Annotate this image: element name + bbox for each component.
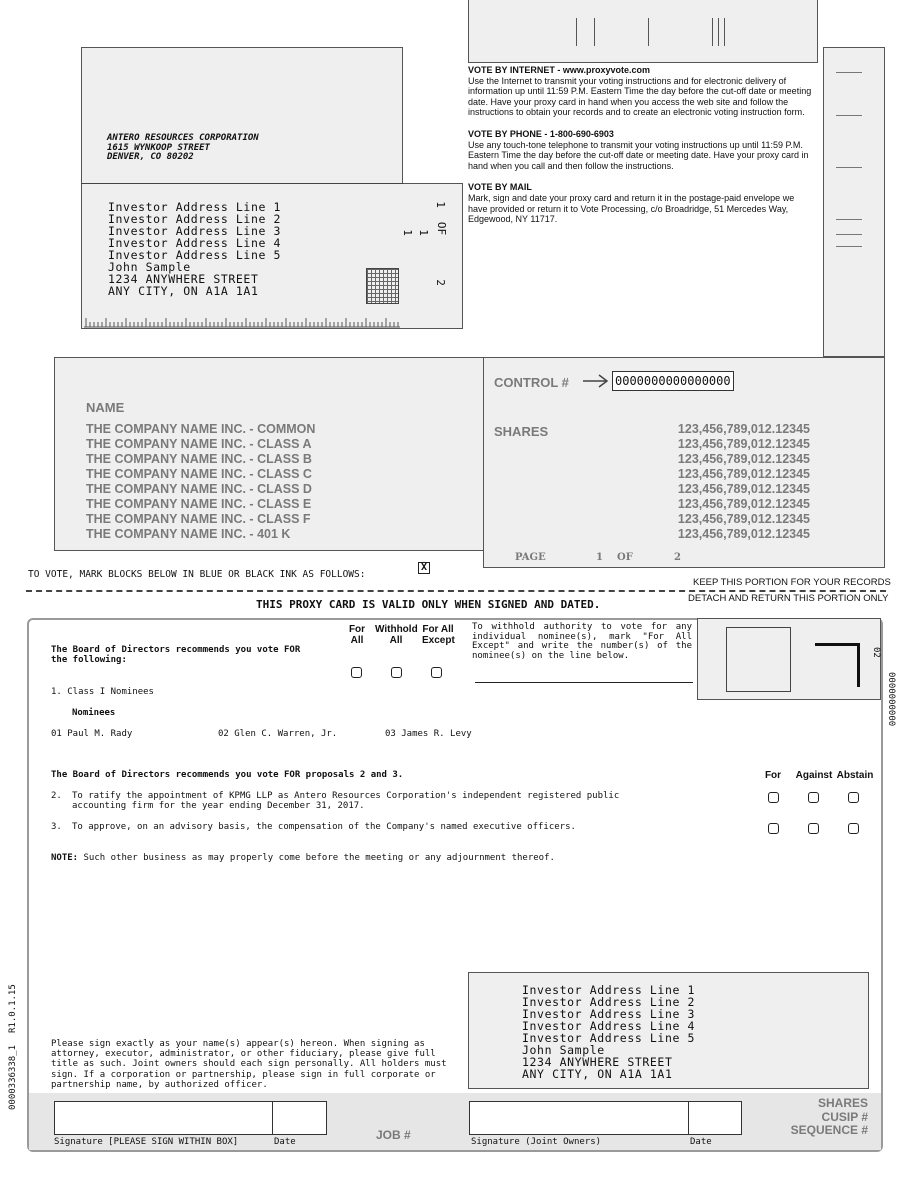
holdings-names — [86, 422, 315, 542]
shares-values — [614, 422, 810, 542]
datamatrix-barcode — [366, 268, 399, 304]
vote-internet-text: Use the Internet to transmit your voting instructions and for electronic delivery of information up until 11:59 P.M. Eastern Time the day before the cut-off date or meeting date. Have your proxy card in hand when you access the web site and follow the instructions to obtain your records and to create an electronic voting instruction form. — [468, 75, 812, 118]
address-line: John Sample — [108, 260, 191, 274]
item-3-abstain-checkbox[interactable] — [848, 823, 859, 834]
holding-name: THE COMPANY NAME INC. - CLASS C — [86, 467, 312, 481]
holding-name: THE COMPANY NAME INC. - CLASS B — [86, 452, 312, 466]
item-2-number: 2. — [51, 791, 62, 801]
share-amount: 123,456,789,012.12345 — [677, 422, 810, 436]
postal-bar — [648, 18, 649, 46]
item-2-text: To ratify the appointment of KPMG LLP as Antero Resources Corporation's independent registered public accounting firm for the year ending December 31, 2017. — [72, 791, 620, 811]
margin-tick — [836, 234, 862, 235]
col-for-all: For All — [348, 624, 366, 646]
holding-name: THE COMPANY NAME INC. - 401 K — [86, 527, 291, 541]
share-amount: 123,456,789,012.12345 — [677, 452, 810, 466]
x-mark-example: X — [418, 562, 430, 574]
address-line: Investor Address Line 1 — [108, 200, 282, 214]
share-amount: 123,456,789,012.12345 — [677, 512, 810, 526]
holding-name: THE COMPANY NAME INC. - CLASS D — [86, 482, 312, 496]
sender-address — [107, 134, 259, 163]
withhold-all-checkbox[interactable] — [391, 667, 402, 678]
page-total: 2 — [674, 552, 681, 563]
address-line: Investor Address Line 5 — [108, 248, 282, 262]
address-line: Investor Address Line 4 — [108, 236, 282, 250]
page-side-one-b: 1 — [416, 229, 430, 236]
sequence-label: SEQUENCE # — [790, 1123, 868, 1137]
note-body: Such other business as may properly come before the meeting or any adjournment thereof. — [83, 853, 555, 863]
page-side-one: 1 — [433, 201, 447, 208]
side-code-a: 02 — [871, 647, 881, 658]
joint-date-box[interactable] — [688, 1101, 742, 1135]
signature-label: Signature [PLEASE SIGN WITHIN BOX] — [54, 1137, 239, 1147]
address-line: Investor Address Line 2 — [522, 995, 696, 1009]
margin-tick — [836, 246, 862, 247]
address-line: Investor Address Line 3 — [108, 224, 282, 238]
nominee-write-in-line[interactable] — [475, 682, 693, 683]
item-2-abstain-checkbox[interactable] — [848, 792, 859, 803]
date-label: Date — [274, 1137, 296, 1147]
vote-phone-title: VOTE BY PHONE - 1-800-690-6903 — [468, 128, 614, 139]
vote-internet-title: VOTE BY INTERNET - www.proxyvote.com — [468, 65, 651, 75]
address-line: Investor Address Line 4 — [522, 1019, 696, 1033]
margin-tick — [836, 167, 862, 168]
valid-notice: THIS PROXY CARD IS VALID ONLY WHEN SIGNED AND DATED. — [256, 598, 601, 611]
date-box[interactable] — [272, 1101, 327, 1135]
margin-tick — [836, 219, 862, 220]
page-side-one-c: 1 — [400, 229, 414, 236]
vote-mail-title: VOTE BY MAIL — [468, 182, 532, 193]
board-recommendation-2: The Board of Directors recommends you vote FOR proposals 2 and 3. — [51, 770, 404, 780]
address-line: ANY CITY, ON A1A 1A1 — [522, 1067, 673, 1081]
nominee-03: 03 James R. Levy — [385, 729, 472, 739]
shares-cusip-sequence — [760, 1097, 868, 1138]
page-of: OF — [617, 552, 633, 563]
page-label: PAGE — [515, 552, 546, 563]
shares-label: SHARES — [494, 424, 549, 439]
holding-name: THE COMPANY NAME INC. - COMMON — [86, 422, 316, 436]
page-side-of: OF — [435, 221, 449, 236]
scanner-mark-box — [726, 627, 791, 692]
detach-label: DETACH AND RETURN THIS PORTION ONLY — [688, 593, 889, 604]
share-amount: 123,456,789,012.12345 — [677, 467, 810, 481]
col-against: Against — [795, 770, 833, 781]
arrow-right-icon — [582, 373, 610, 389]
holding-name: THE COMPANY NAME INC. - CLASS E — [86, 497, 312, 511]
page-number: 1 — [596, 552, 603, 563]
investor-address-bottom — [522, 984, 695, 1080]
item-2-for-checkbox[interactable] — [768, 792, 779, 803]
address-line: John Sample — [522, 1043, 605, 1057]
board-recommendation: The Board of Directors recommends you vote FOR the following: — [51, 645, 301, 665]
note-label: NOTE: — [51, 853, 79, 863]
cusip-label: CUSIP # — [821, 1109, 868, 1124]
col-for: For — [764, 770, 782, 781]
page-indicator-tab — [402, 183, 463, 329]
holding-name: THE COMPANY NAME INC. - CLASS F — [86, 512, 311, 526]
job-label: JOB # — [376, 1128, 411, 1142]
postal-bar — [594, 18, 595, 46]
keep-portion-label: KEEP THIS PORTION FOR YOUR RECORDS — [693, 577, 891, 588]
postal-bar — [718, 18, 719, 46]
item-2-against-checkbox[interactable] — [808, 792, 819, 803]
signing-instructions: Please sign exactly as your name(s) appear(s) hereon. When signing as attorney, executor, administrator, or other fiduciary, please give full title as such. Joint owners should each sign personally. All holders must sign. If a corporation or partnership, please sign in full corporate or partnership name, by authorized officer. — [51, 1039, 447, 1090]
mark-instructions: TO VOTE, MARK BLOCKS BELOW IN BLUE OR BLACK INK AS FOLLOWS: — [28, 569, 366, 580]
share-amount: 123,456,789,012.12345 — [677, 437, 810, 451]
left-code-a: 0000336338_1 — [8, 1044, 18, 1110]
address-divider — [81, 183, 403, 184]
postal-bar — [712, 18, 713, 46]
sender-city: DENVER, CO 80202 — [107, 152, 194, 162]
item-3-against-checkbox[interactable] — [808, 823, 819, 834]
vote-phone-text: Use any touch-tone telephone to transmit your voting instructions up until 11:59 P.M. Eastern Time the day before the cut-off date or meeting date. Have your proxy card in hand when you call and then follow the instructions. — [468, 139, 809, 171]
nominee-02: 02 Glen C. Warren, Jr. — [218, 729, 338, 739]
joint-date-label: Date — [690, 1137, 712, 1147]
note-text — [51, 853, 555, 863]
address-line: Investor Address Line 3 — [522, 1007, 696, 1021]
page-side-two: 2 — [433, 279, 447, 286]
investor-address-top — [108, 201, 281, 297]
voting-instructions — [468, 65, 816, 225]
control-number: 0000000000000000 — [612, 371, 734, 391]
address-line: 1234 ANYWHERE STREET — [522, 1055, 673, 1069]
bottom-shares-label: SHARES — [817, 1096, 868, 1110]
detach-dashed-line — [26, 590, 886, 592]
sender-street: 1615 WYNKOOP STREET — [107, 142, 210, 153]
sender-name: ANTERO RESOURCES CORPORATION — [107, 133, 259, 143]
for-all-checkbox[interactable] — [351, 667, 362, 678]
share-amount: 123,456,789,012.12345 — [677, 527, 810, 541]
side-code-b: 0000000000 — [886, 672, 896, 727]
address-line: Investor Address Line 2 — [108, 212, 282, 226]
postal-bar — [724, 18, 725, 46]
share-amount: 123,456,789,012.12345 — [677, 482, 810, 496]
address-line: ANY CITY, ON A1A 1A1 — [108, 284, 259, 298]
col-abstain: Abstain — [836, 770, 874, 781]
address-line: Investor Address Line 5 — [522, 1031, 696, 1045]
control-label: CONTROL # — [494, 375, 569, 390]
address-line: 1234 ANYWHERE STREET — [108, 272, 259, 286]
postal-bar — [576, 18, 577, 46]
left-code-b: R1.0.1.15 — [8, 984, 18, 1033]
margin-tick — [836, 72, 862, 73]
address-line: Investor Address Line 1 — [522, 983, 696, 997]
share-amount: 123,456,789,012.12345 — [677, 497, 810, 511]
for-all-except-checkbox[interactable] — [431, 667, 442, 678]
nominees-label: Nominees — [72, 708, 116, 718]
margin-tick — [836, 115, 862, 116]
item-3-number: 3. — [51, 822, 62, 832]
item-3-text: To approve, on an advisory basis, the compensation of the Company's named executive officers. — [72, 822, 576, 832]
col-withhold-all: Withhold All — [375, 624, 418, 646]
postal-barcode-box — [468, 0, 818, 63]
signature-box[interactable] — [54, 1101, 273, 1135]
withhold-instructions: To withhold authority to vote for any individual nominee(s), mark "For All Except" and write the number(s) of the nominee(s) on the line below. — [472, 622, 692, 661]
nominee-01: 01 Paul M. Rady — [51, 729, 133, 739]
holding-name: THE COMPANY NAME INC. - CLASS A — [86, 437, 312, 451]
joint-signature-label: Signature (Joint Owners) — [471, 1137, 602, 1147]
vote-mail-text: Mark, sign and date your proxy card and return it in the postage-paid envelope we have provided or return it to Vote Processing, c/o Broadridge, 51 Mercedes Way, Edgewood, NY 11717. — [468, 192, 795, 225]
joint-signature-box[interactable] — [469, 1101, 689, 1135]
corner-mark-icon — [815, 643, 860, 687]
right-margin-strip — [823, 47, 885, 357]
col-for-all-except: For All Except — [422, 624, 455, 646]
ruler-scale — [84, 314, 400, 328]
item-3-for-checkbox[interactable] — [768, 823, 779, 834]
name-header: NAME — [86, 400, 125, 415]
item-1-title: 1. Class I Nominees — [51, 687, 154, 697]
